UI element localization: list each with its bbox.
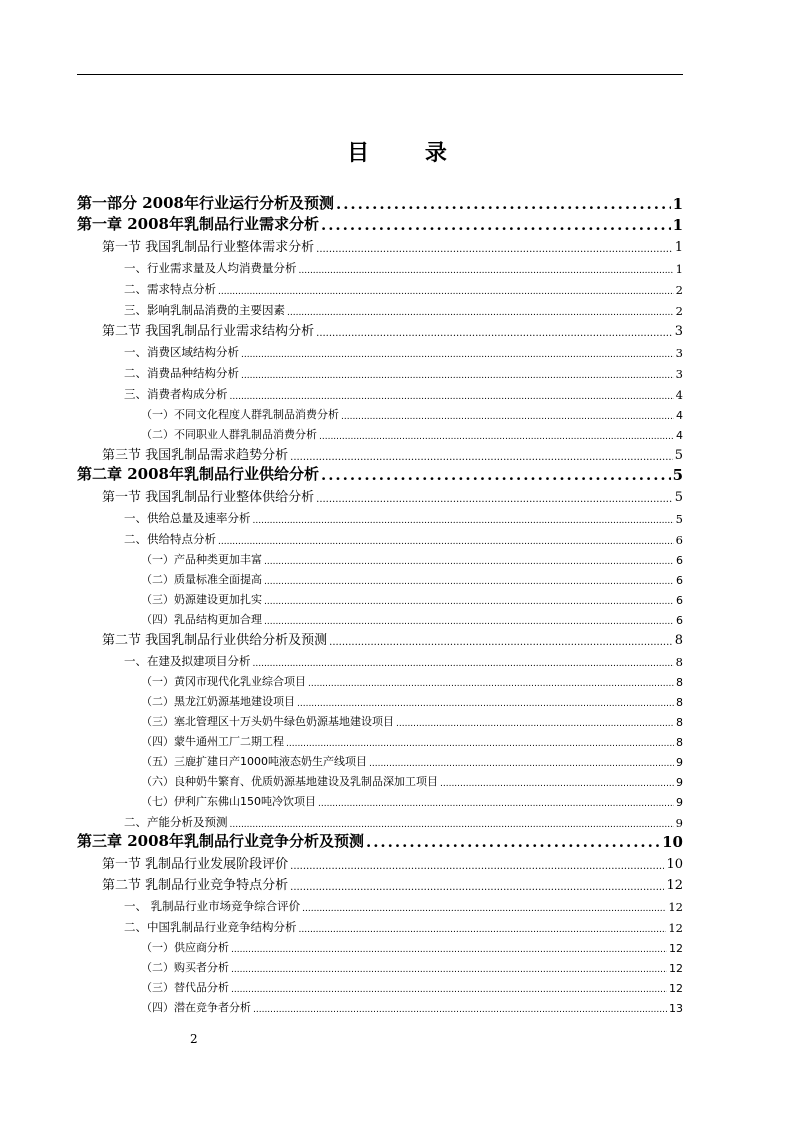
toc-entry-page: 8 bbox=[676, 676, 683, 689]
toc-leader-dots bbox=[316, 494, 673, 505]
toc-leader-dots bbox=[231, 945, 667, 955]
toc-entry-page: 12 bbox=[669, 982, 683, 995]
toc-entry[interactable] bbox=[77, 192, 683, 213]
toc-leader-dots bbox=[302, 904, 666, 914]
toc-entry-page: 9 bbox=[676, 796, 683, 809]
toc-entry[interactable] bbox=[77, 809, 683, 830]
toc-entry-page: 6 bbox=[676, 574, 683, 587]
toc-entry-label: （二）质量标准全面提高 bbox=[141, 573, 262, 586]
toc-entry[interactable] bbox=[77, 276, 683, 297]
toc-entry-page: 8 bbox=[675, 655, 683, 669]
toc-leader-dots bbox=[290, 861, 664, 872]
toc-entry-page: 12 bbox=[669, 962, 683, 975]
toc-leader-dots bbox=[290, 452, 673, 463]
toc-entry[interactable] bbox=[77, 402, 683, 422]
toc-entry[interactable] bbox=[77, 318, 683, 339]
toc-entry-label: （五）三鹿扩建日产1000吨液态奶生产线项目 bbox=[141, 755, 367, 768]
toc-entry[interactable] bbox=[77, 872, 683, 893]
toc-entry-label: （一）供应商分析 bbox=[141, 941, 229, 954]
toc-entry[interactable] bbox=[77, 669, 683, 689]
toc-entry-label: 二、供给特点分析 bbox=[124, 532, 216, 546]
toc-leader-dots bbox=[286, 739, 674, 749]
toc-entry-label: 二、消费品种结构分析 bbox=[124, 366, 239, 380]
toc-entry[interactable] bbox=[77, 587, 683, 607]
toc-entry-page: 9 bbox=[675, 816, 683, 830]
toc-leader-dots bbox=[264, 577, 674, 587]
toc-entry[interactable] bbox=[77, 975, 683, 995]
page-title: 目 录 bbox=[347, 140, 471, 166]
toc-entry[interactable] bbox=[77, 995, 683, 1015]
toc-entry-page: 2 bbox=[675, 304, 683, 318]
toc-entry-label: （四）乳品结构更加合理 bbox=[141, 613, 262, 626]
toc-entry[interactable] bbox=[77, 339, 683, 360]
toc-leader-dots bbox=[299, 266, 674, 276]
toc-entry-label: 第三节 我国乳制品需求趋势分析 bbox=[102, 448, 289, 463]
toc-entry[interactable] bbox=[77, 689, 683, 709]
toc-entry-label: 一、行业需求量及人均消费量分析 bbox=[124, 261, 297, 275]
toc-entry-page: 12 bbox=[669, 942, 683, 955]
toc-entry-label: 第一节 我国乳制品行业整体供给分析 bbox=[102, 490, 315, 505]
toc-leader-dots bbox=[218, 287, 674, 297]
toc-entry-page: 5 bbox=[674, 448, 683, 463]
toc-leader-dots bbox=[253, 659, 674, 669]
toc-entry-label: （二）购买者分析 bbox=[141, 961, 229, 974]
toc-entry-page: 1 bbox=[675, 262, 683, 276]
toc-entry-label: 一、消费区域结构分析 bbox=[124, 345, 239, 359]
toc-leader-dots bbox=[231, 985, 667, 995]
toc-entry-page: 10 bbox=[666, 857, 683, 872]
toc-entry-label: 第三章 2008年乳制品行业竞争分析及预测 bbox=[77, 832, 364, 850]
toc-leader-dots bbox=[308, 679, 674, 689]
toc-leader-dots bbox=[264, 597, 674, 607]
toc-entry-page: 12 bbox=[668, 900, 683, 914]
toc-entry-page: 8 bbox=[676, 716, 683, 729]
toc-leader-dots bbox=[241, 350, 674, 360]
toc-entry-page: 6 bbox=[676, 594, 683, 607]
toc-entry-page: 4 bbox=[676, 409, 683, 422]
toc-entry-page: 5 bbox=[672, 466, 683, 484]
toc-leader-dots bbox=[218, 537, 674, 547]
toc-entry-label: 第二节 乳制品行业竞争特点分析 bbox=[102, 878, 289, 893]
toc-entry-label: （四）蒙牛通州工厂二期工程 bbox=[141, 735, 284, 748]
toc-entry-label: 二、中国乳制品行业竞争结构分析 bbox=[124, 920, 297, 934]
toc-entry-label: 一、在建及拟建项目分析 bbox=[124, 654, 251, 668]
toc-entry-label: 第一章 2008年乳制品行业需求分析 bbox=[77, 215, 319, 233]
toc-entry-label: 三、消费者构成分析 bbox=[124, 387, 228, 401]
toc-leader-dots bbox=[341, 412, 674, 422]
toc-entry[interactable] bbox=[77, 769, 683, 789]
toc-entry[interactable] bbox=[77, 442, 683, 463]
toc-entry[interactable] bbox=[77, 213, 683, 234]
toc-entry-page: 5 bbox=[675, 512, 683, 526]
toc-entry-page: 4 bbox=[675, 388, 683, 402]
toc-entry[interactable] bbox=[77, 729, 683, 749]
toc-entry[interactable] bbox=[77, 505, 683, 526]
toc-entry[interactable] bbox=[77, 526, 683, 547]
toc-leader-dots bbox=[336, 195, 671, 213]
toc-entry-page: 1 bbox=[674, 240, 683, 255]
toc-entry-label: （一）产品种类更加丰富 bbox=[141, 553, 262, 566]
toc-entry-label: （二）不同职业人群乳制品消费分析 bbox=[141, 428, 317, 441]
toc-entry-page: 6 bbox=[675, 533, 683, 547]
toc-leader-dots bbox=[241, 371, 674, 381]
toc-leader-dots bbox=[287, 308, 674, 318]
toc-entry[interactable] bbox=[77, 627, 683, 648]
toc-entry[interactable] bbox=[77, 255, 683, 276]
toc-leader-dots bbox=[321, 466, 671, 484]
toc-entry[interactable] bbox=[77, 234, 683, 255]
toc-entry[interactable] bbox=[77, 463, 683, 484]
toc-entry-page: 9 bbox=[676, 776, 683, 789]
toc-entry[interactable] bbox=[77, 893, 683, 914]
toc-entry-page: 12 bbox=[666, 878, 683, 893]
table-of-contents bbox=[77, 192, 683, 1015]
toc-leader-dots bbox=[329, 637, 673, 648]
toc-leader-dots bbox=[230, 392, 674, 402]
toc-entry-label: （三）奶源建设更加扎实 bbox=[141, 593, 262, 606]
toc-entry-label: （一）不同文化程度人群乳制品消费分析 bbox=[141, 408, 339, 421]
toc-leader-dots bbox=[253, 516, 674, 526]
toc-entry-label: 二、需求特点分析 bbox=[124, 282, 216, 296]
toc-entry[interactable] bbox=[77, 851, 683, 872]
page-number: 2 bbox=[190, 1032, 198, 1046]
toc-entry-page: 10 bbox=[662, 833, 683, 851]
toc-leader-dots bbox=[440, 779, 674, 789]
toc-leader-dots bbox=[396, 719, 674, 729]
toc-leader-dots bbox=[321, 216, 671, 234]
toc-entry[interactable] bbox=[77, 381, 683, 402]
toc-leader-dots bbox=[264, 617, 674, 627]
toc-entry-page: 8 bbox=[674, 633, 683, 648]
toc-entry-page: 3 bbox=[675, 346, 683, 360]
toc-entry[interactable] bbox=[77, 360, 683, 381]
toc-entry-label: 第一节 我国乳制品行业整体需求分析 bbox=[102, 240, 315, 255]
toc-entry[interactable] bbox=[77, 749, 683, 769]
toc-leader-dots bbox=[297, 699, 674, 709]
toc-entry-page: 3 bbox=[675, 367, 683, 381]
toc-entry-page: 8 bbox=[676, 736, 683, 749]
toc-entry-page: 6 bbox=[676, 614, 683, 627]
toc-entry-page: 12 bbox=[668, 921, 683, 935]
toc-leader-dots bbox=[299, 925, 667, 935]
toc-leader-dots bbox=[366, 833, 660, 851]
toc-entry-label: （三）塞北管理区十万头奶牛绿色奶源基地建设项目 bbox=[141, 715, 394, 728]
toc-entry-label: 第二章 2008年乳制品行业供给分析 bbox=[77, 465, 319, 483]
toc-entry[interactable] bbox=[77, 914, 683, 935]
toc-entry[interactable] bbox=[77, 935, 683, 955]
toc-entry[interactable] bbox=[77, 567, 683, 587]
toc-entry-page: 13 bbox=[669, 1002, 683, 1015]
toc-entry[interactable] bbox=[77, 789, 683, 809]
toc-entry[interactable] bbox=[77, 607, 683, 627]
toc-entry-label: （六）良种奶牛繁育、优质奶源基地建设及乳制品深加工项目 bbox=[141, 775, 438, 788]
toc-entry-page: 6 bbox=[676, 554, 683, 567]
toc-entry-label: 三、影响乳制品消费的主要因素 bbox=[124, 303, 285, 317]
toc-entry-page: 1 bbox=[672, 216, 683, 234]
toc-entry-label: 第一部分 2008年行业运行分析及预测 bbox=[77, 194, 334, 212]
toc-leader-dots bbox=[316, 328, 673, 339]
toc-leader-dots bbox=[230, 820, 674, 830]
toc-entry[interactable] bbox=[77, 547, 683, 567]
toc-entry[interactable] bbox=[77, 709, 683, 729]
toc-leader-dots bbox=[319, 432, 674, 442]
toc-entry[interactable] bbox=[77, 422, 683, 442]
toc-entry-label: （二）黑龙江奶源基地建设项目 bbox=[141, 695, 295, 708]
toc-entry-page: 9 bbox=[676, 756, 683, 769]
toc-leader-dots bbox=[290, 882, 664, 893]
toc-leader-dots bbox=[318, 799, 674, 809]
toc-entry[interactable] bbox=[77, 484, 683, 505]
toc-entry-page: 5 bbox=[674, 490, 683, 505]
toc-entry-label: 一、 乳制品行业市场竞争综合评价 bbox=[124, 899, 301, 913]
toc-entry-page: 8 bbox=[676, 696, 683, 709]
toc-entry-label: （三）替代品分析 bbox=[141, 981, 229, 994]
toc-entry[interactable] bbox=[77, 648, 683, 669]
toc-entry-label: （七）伊利广东佛山150吨冷饮项目 bbox=[141, 795, 316, 808]
toc-leader-dots bbox=[264, 557, 674, 567]
toc-entry-label: 第一节 乳制品行业发展阶段评价 bbox=[102, 857, 289, 872]
toc-entry-label: 第二节 我国乳制品行业需求结构分析 bbox=[102, 324, 315, 339]
toc-entry-page: 3 bbox=[674, 324, 683, 339]
toc-entry[interactable] bbox=[77, 955, 683, 975]
header-rule bbox=[77, 74, 683, 75]
toc-leader-dots bbox=[316, 244, 673, 255]
toc-entry-label: （四）潜在竞争者分析 bbox=[141, 1001, 251, 1014]
toc-entry-page: 2 bbox=[675, 283, 683, 297]
toc-leader-dots bbox=[231, 965, 667, 975]
toc-entry-label: （一）黄冈市现代化乳业综合项目 bbox=[141, 675, 306, 688]
toc-entry-label: 二、产能分析及预测 bbox=[124, 815, 228, 829]
toc-leader-dots bbox=[253, 1005, 667, 1015]
toc-entry[interactable] bbox=[77, 297, 683, 318]
toc-entry-page: 1 bbox=[672, 195, 683, 213]
toc-leader-dots bbox=[369, 759, 674, 769]
toc-entry[interactable] bbox=[77, 830, 683, 851]
toc-entry-page: 4 bbox=[676, 429, 683, 442]
toc-entry-label: 一、供给总量及速率分析 bbox=[124, 511, 251, 525]
toc-entry-label: 第二节 我国乳制品行业供给分析及预测 bbox=[102, 633, 328, 648]
